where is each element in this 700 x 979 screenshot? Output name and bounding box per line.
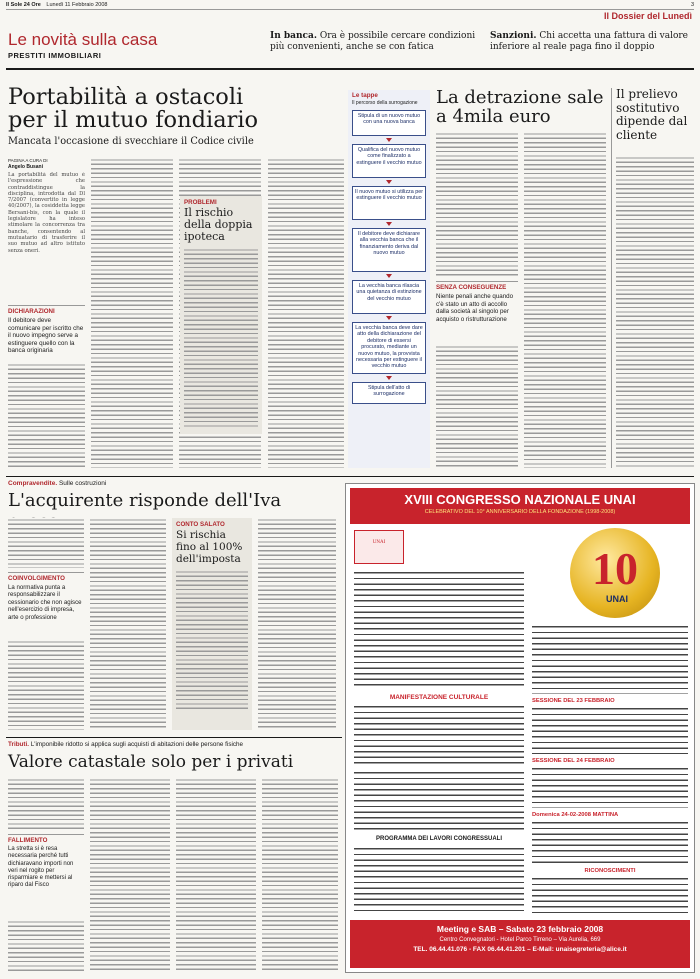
problems-label: PROBLEMI xyxy=(184,199,217,206)
detraction-col1-body-2 xyxy=(436,345,518,468)
problems-box xyxy=(180,196,262,434)
main-headline: Portabilità a ostacoli per il mutuo fondiario xyxy=(8,84,259,133)
ad-header xyxy=(350,488,690,524)
ad-badge-number: 10 xyxy=(592,543,638,594)
flow-arrow xyxy=(386,274,392,278)
taxes-kicker xyxy=(8,741,243,748)
vat-col1-body xyxy=(8,518,84,568)
ad-program-title: PROGRAMMA DEI LAVORI CONGRESSUALI xyxy=(375,836,502,842)
masthead-left xyxy=(6,2,107,8)
declarations-label: DICHIARAZIONI xyxy=(8,308,55,315)
ad-right-text-5 xyxy=(532,876,688,914)
ad-title: XVIII CONGRESSO NAZIONALE UNAI xyxy=(404,492,636,507)
ad-anniversary-badge xyxy=(570,528,660,618)
taxes-col2-body xyxy=(90,778,170,972)
flow-arrow xyxy=(386,222,392,226)
vat-side-box xyxy=(172,518,252,730)
banner-rule xyxy=(6,68,694,70)
taxes-col3-body xyxy=(176,778,256,972)
ad-right-heading-1: SESSIONE DEL 23 FEBBRAIO xyxy=(532,698,615,704)
taxes-kicker-lead: Tributi. xyxy=(8,741,29,748)
byline-label: PAGINA A CURA DI xyxy=(8,158,48,163)
vat-kicker xyxy=(8,480,106,487)
main-col1-body xyxy=(8,363,85,468)
detraction-headline: La detrazione sale a 4mila euro xyxy=(436,87,604,127)
teaser-bank-lead: In banca. xyxy=(270,31,317,41)
vat-box-text: La normativa punta a responsabilizzare il cessionario che non agisce nell'esercizio di impresa, arte o professione xyxy=(8,584,82,621)
vat-col1-body-2 xyxy=(8,640,84,730)
taxes-headline: Valore catastale solo per i privati xyxy=(8,752,294,772)
main-subhead: Mancata l'occasione di svecchiare il Codice civile xyxy=(8,136,254,147)
flow-arrow xyxy=(386,316,392,320)
main-intro: La portabilità del mutuo è l'espressione che contraddistingue la disciplina, introdotta dal Dl 7/2007 (convertito in legge 40/2007), la cosiddetta legge Bersani-bis, con la quale il legislatore ha inteso stimolare la concorrenza tra banche, consentendo al mutuatario di trasferire il suo mutuo ad altro istituto senza oneri. xyxy=(8,172,85,254)
vat-box-rule xyxy=(8,572,84,573)
ad-footer-address: Centro Convegnatori - Hotel Parco Tirreno – Via Aurelia, 669 xyxy=(439,937,601,943)
section-rule-2 xyxy=(6,737,342,738)
ad-subtitle: CELEBRATIVO DEL 10° ANNIVERSARIO DELLA FONDAZIONE (1998-2008) xyxy=(424,509,616,515)
sidebar-headline: Il prelievo sostitutivo dipende dal cliente xyxy=(616,87,688,142)
flow-step: Stipula dell'atto di surrogazione xyxy=(352,382,426,404)
ad-right-text-4 xyxy=(532,820,688,864)
flow-step: Il nuovo mutuo si utilizza per estinguere il vecchio mutuo xyxy=(352,186,426,220)
ad-cultural-list xyxy=(354,770,524,830)
box-rule xyxy=(8,305,85,306)
banner-teaser-bank xyxy=(270,31,480,53)
issue-date: Lunedì 11 Febbraio 2008 xyxy=(46,2,108,8)
banner-title: Le novità sulla casa xyxy=(8,30,158,49)
flow-arrow xyxy=(386,138,392,142)
taxes-box-text: La stretta si è resa necessaria perché tutti dichiaravano importi non veri nel rogito per risparmiare e mettersi al riparo dal Fisco xyxy=(8,846,74,889)
taxes-col4-body xyxy=(262,778,338,972)
flow-label: Le tappe xyxy=(352,92,378,99)
ad-right-heading-4: RICONOSCIMENTI xyxy=(584,868,636,874)
paper-name: Il Sole 24 Ore xyxy=(6,2,41,8)
teaser-bank-text: Ora è possibile cercare condizioni più convenienti, anche se con fatica xyxy=(270,31,476,52)
ad-right-heading-2: SESSIONE DEL 24 FEBBRAIO xyxy=(532,758,615,764)
flow-caption: Il percorso della surrogazione xyxy=(352,100,418,106)
detraction-col1-body xyxy=(436,132,518,277)
masthead-rule xyxy=(6,9,694,10)
taxes-col1-body xyxy=(8,778,84,830)
taxes-col1-body-2 xyxy=(8,920,84,972)
vat-side-title: Si rischia fino al 100% dell'imposta xyxy=(176,529,243,565)
ad-unai xyxy=(345,483,695,973)
detraction-box-text: Niente penali anche quando c'è stato un atto di accollo dalla società al singolo per acquisto o ristrutturazione xyxy=(436,293,514,323)
ad-logo xyxy=(354,530,404,564)
ad-footer-tel: TEL. 06.44.41.076 - FAX 06.44.41.201 – E-Mail: unaisegreteria@alice.it xyxy=(413,946,627,953)
ad-cultural-text xyxy=(354,704,524,764)
ad-right-text-1 xyxy=(532,624,688,694)
sidebar-rule xyxy=(611,88,612,468)
taxes-box-label: FALLIMENTO xyxy=(8,837,48,844)
declarations-text: Il debitore deve comunicare per iscritto che il nuovo impegno serve a estinguere quello con la banca originaria xyxy=(8,317,84,355)
flow-step: Qualifica del nuovo mutuo come finalizzato a estinguere il vecchio mutuo xyxy=(352,144,426,178)
vat-box-label: COINVOLGIMENTO xyxy=(8,575,65,582)
ad-footer xyxy=(350,920,690,968)
ad-right-text-3 xyxy=(532,766,688,808)
vat-col3-body xyxy=(258,518,336,730)
flow-step: Il debitore deve dichiarare alla vecchia banca che il finanziamento deriva dal nuovo mutuo xyxy=(352,228,426,272)
ad-intro-text xyxy=(354,570,524,690)
teaser-sanctions-lead: Sanzioni. xyxy=(490,31,537,41)
detraction-box-rule xyxy=(436,281,518,282)
vat-side-body xyxy=(176,570,248,710)
vat-side-label: CONTO SALATO xyxy=(176,521,225,528)
vat-kicker-text: Sulle costruzioni xyxy=(58,480,107,487)
ad-right-heading-3: Domenica 24-02-2008 MATTINA xyxy=(532,812,619,818)
flow-step: Stipula di un nuovo mutuo con una nuova banca xyxy=(352,110,426,136)
teaser-sanctions-text: Chi accetta una fattura di valore inferiore al reale paga fino il doppio xyxy=(490,31,688,52)
detraction-box-label: SENZA CONSEGUENZE xyxy=(436,284,507,291)
taxes-box-rule xyxy=(8,834,84,835)
problems-title: Il rischio della doppia ipoteca xyxy=(184,206,253,243)
ad-badge-org: UNAI xyxy=(606,594,628,604)
banner-subtitle: PRESTITI IMMOBILIARI xyxy=(8,51,102,60)
ad-section-title: MANIFESTAZIONE CULTURALE xyxy=(389,694,489,701)
vat-col2-body xyxy=(90,518,166,730)
flow-step: La vecchia banca rilascia una quietanza di estinzione del vecchio mutuo xyxy=(352,280,426,314)
flow-arrow xyxy=(386,180,392,184)
ad-program-text xyxy=(354,846,524,914)
banner-teaser-sanctions xyxy=(490,31,695,53)
section-name: Il Dossier del Lunedì xyxy=(603,11,692,21)
main-col4-body xyxy=(268,158,344,468)
author: Angelo Busani xyxy=(8,164,44,170)
main-col2-body xyxy=(91,158,173,468)
problems-body xyxy=(184,248,258,428)
flow-step: La vecchia banca deve dare atto della dichiarazione del debitore di essersi procurato, mediante un nuovo mutuo, la provvista necessaria per estinguere il vecchio mutuo xyxy=(352,322,426,374)
sidebar-body xyxy=(616,156,694,468)
vat-headline: L'acquirente risponde dell'Iva xyxy=(8,490,282,511)
detraction-col2-body xyxy=(524,132,606,468)
flow-arrow xyxy=(386,376,392,380)
taxes-kicker-text: L'imponibile ridotto si applica sugli acquisti di abitazioni delle persone fisiche xyxy=(30,741,244,748)
section-rule xyxy=(6,476,694,477)
vat-kicker-lead: Compravendite. xyxy=(8,480,58,487)
ad-right-text-2 xyxy=(532,706,688,754)
ad-org-name: UNAI xyxy=(372,540,386,545)
page-number: 3 xyxy=(690,2,694,8)
ad-footer-title: Meeting e SAB – Sabato 23 febbraio 2008 xyxy=(436,924,604,934)
